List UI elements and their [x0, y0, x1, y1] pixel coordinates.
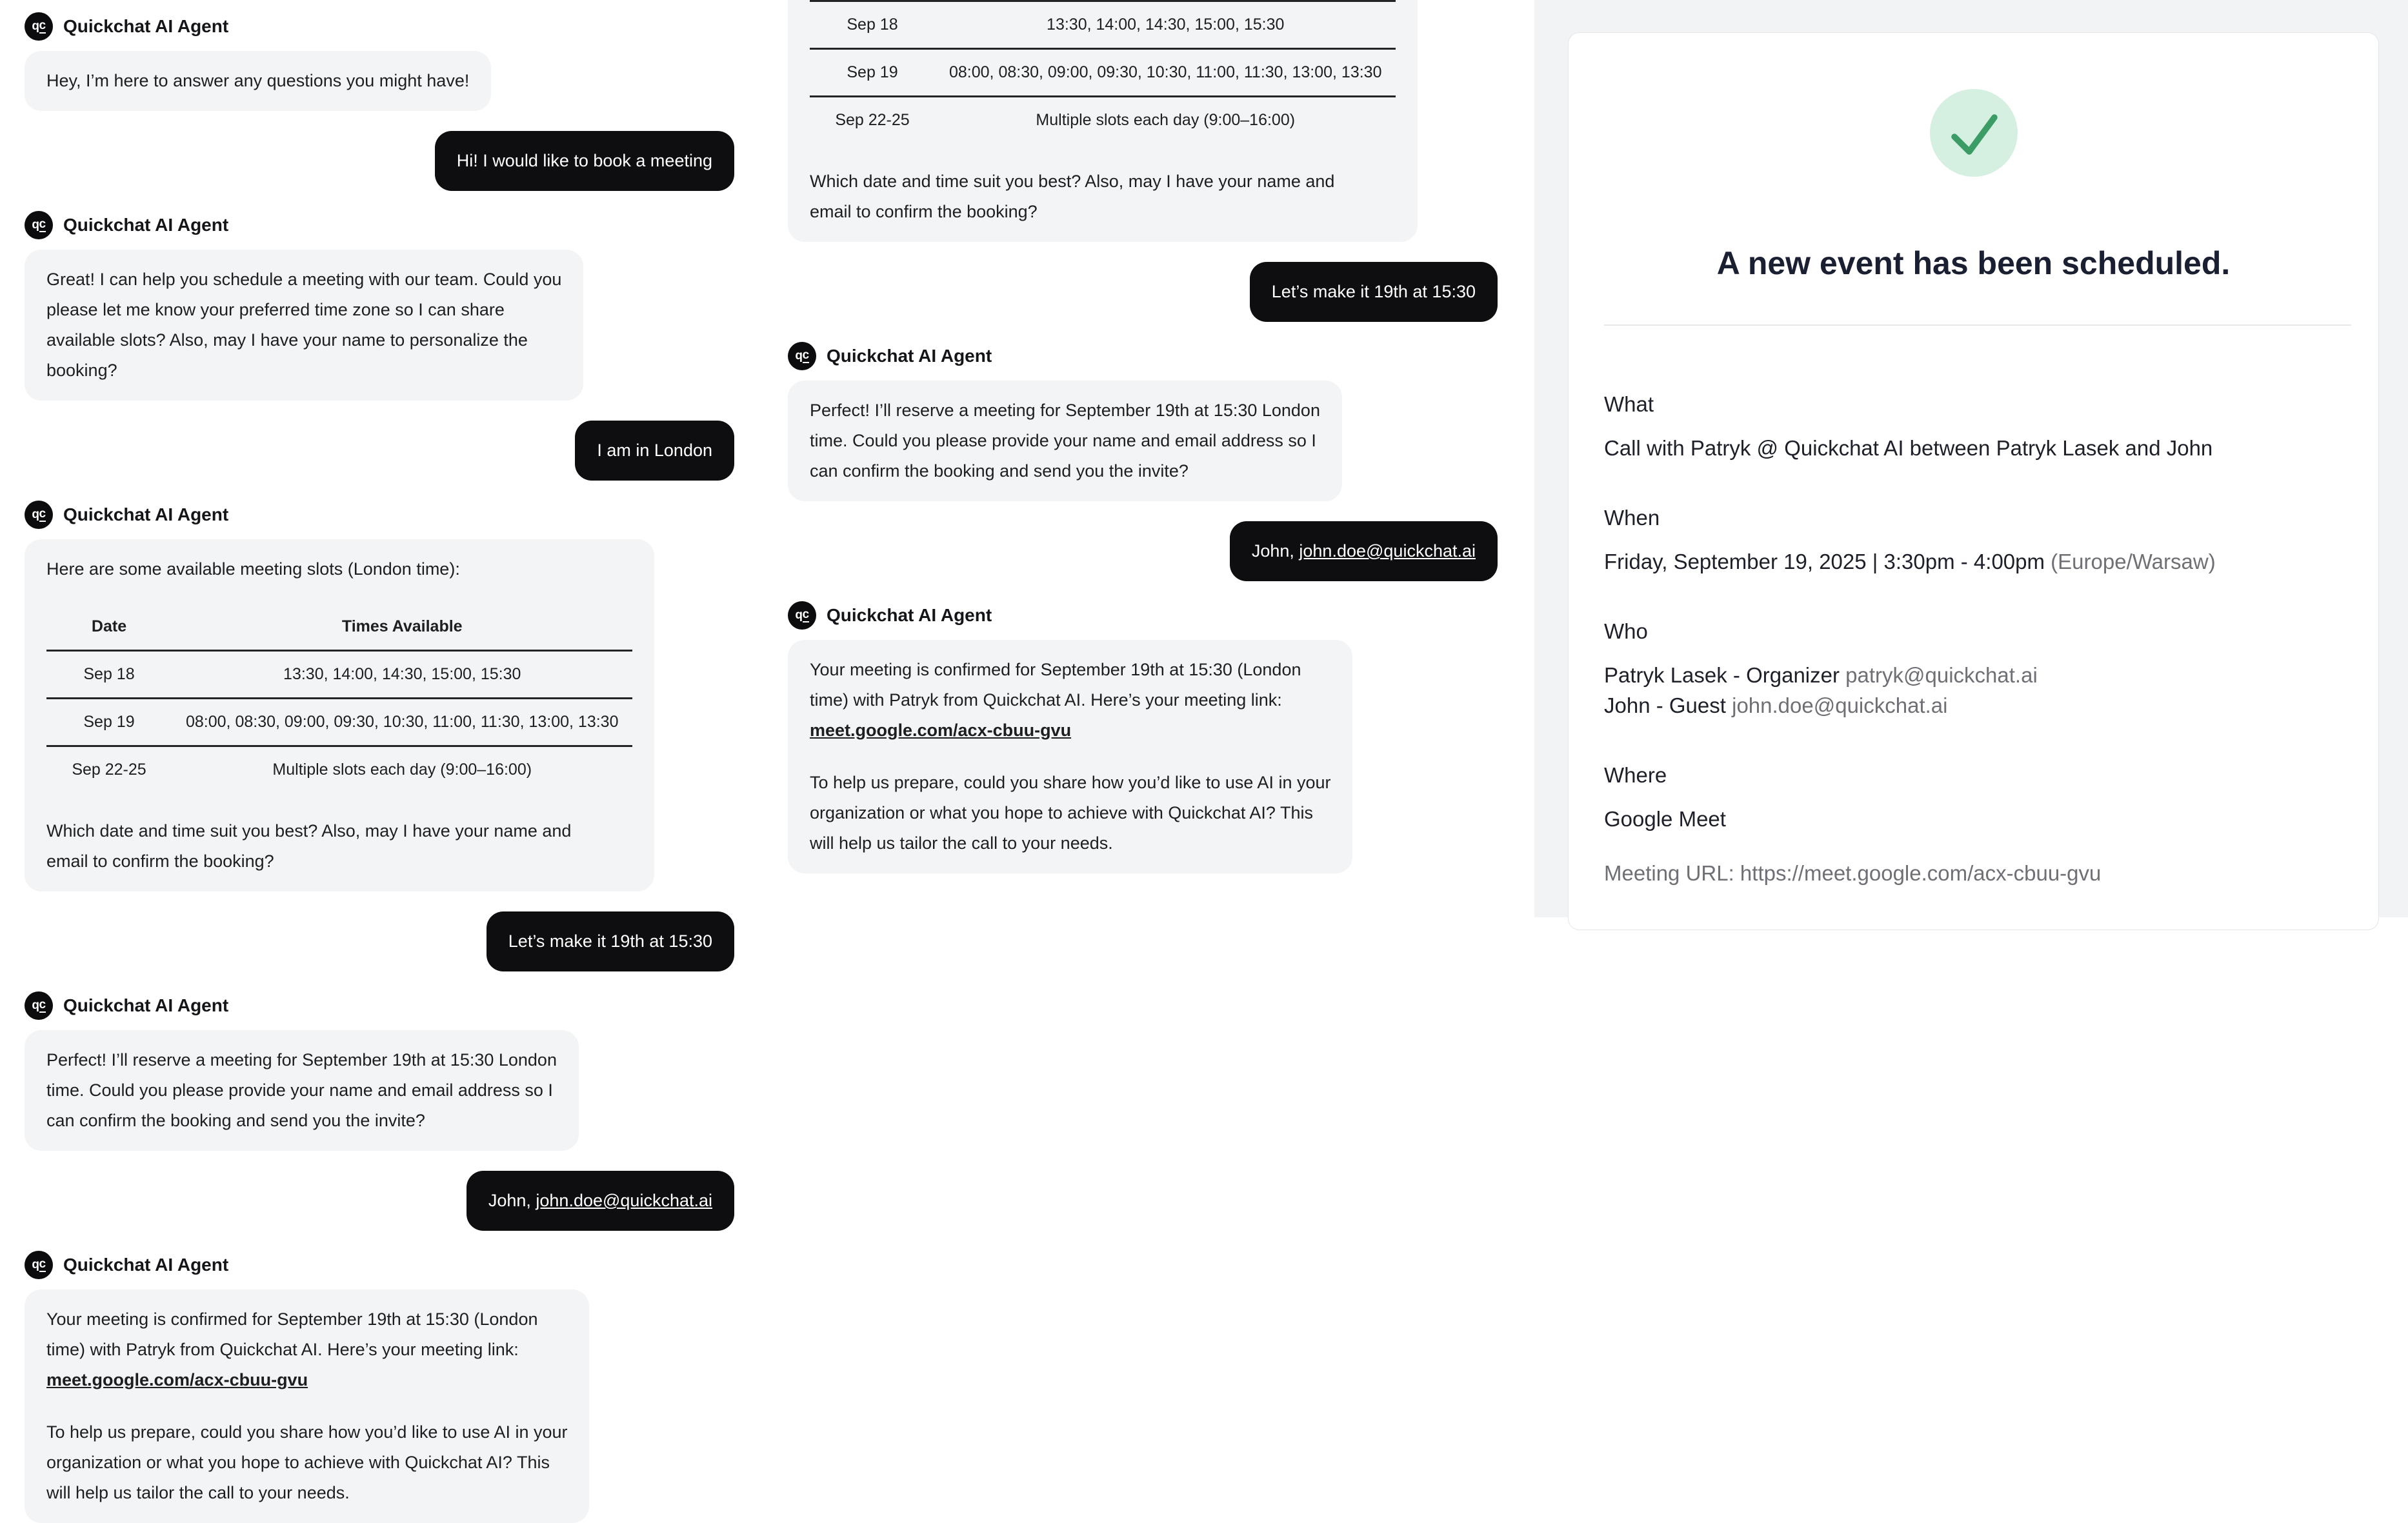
user-message [788, 521, 1498, 581]
agent-avatar-qc-logo-icon: q c [788, 601, 816, 630]
section-label-where: Where [1604, 763, 1667, 787]
text-segment: time) with Patryk from Quickchat AI. Here’s your meeting link: [810, 690, 1282, 710]
inline-link[interactable]: meet.google.com/acx-cbuu-gvu [810, 721, 1072, 740]
inline-link[interactable]: john.doe@quickchat.ai [536, 1191, 712, 1210]
user-message-bubble [575, 421, 734, 481]
agent-message-header [25, 211, 228, 239]
text-segment: booking? [46, 361, 117, 380]
table-row [46, 746, 632, 793]
agent-message-header [25, 501, 228, 529]
agent-message-header [25, 991, 228, 1020]
table-cell: Multiple slots each day (9:00–16:00) [1036, 111, 1296, 129]
agent-message [25, 1251, 734, 1523]
user-message-bubble [467, 1171, 734, 1231]
available-slots-table [46, 604, 632, 793]
agent-name: Quickchat AI Agent [827, 605, 992, 625]
table-cell: Sep 18 [46, 651, 172, 699]
table-cell: 13:30, 14:00, 14:30, 15:00, 15:30 [172, 651, 632, 699]
event-panel [1534, 0, 2408, 917]
available-slots-table [810, 0, 1396, 143]
message-paragraph [810, 655, 1330, 746]
text-segment: Call with Patryk @ Quickchat AI between Patryk Lasek and John [1604, 436, 2213, 460]
text-segment: organization or what you hope to achieve with Quickchat AI? This [810, 803, 1313, 822]
text-segment: time) with Patryk from Quickchat AI. Here’s your meeting link: [46, 1340, 519, 1359]
table-cell: 08:00, 08:30, 09:00, 09:30, 10:30, 11:00, 11:30, 13:00, 13:30 [172, 699, 632, 746]
message-paragraph [46, 1304, 567, 1395]
message-paragraph [46, 1045, 557, 1136]
text-segment: To help us prepare, could you share how you’d like to use AI in your [46, 1422, 568, 1442]
table-row [46, 699, 632, 746]
text-segment: Your meeting is confirmed for September 19th at 15:30 (London [46, 1309, 538, 1329]
section-value [1604, 858, 2343, 888]
agent-name: Quickchat AI Agent [63, 995, 229, 1015]
text-segment: time. Could you please provide your name and email address so I [810, 431, 1316, 450]
agent-message-bubble [25, 1030, 579, 1151]
agent-avatar-qc-logo-icon: q c [25, 501, 53, 529]
text-segment: time. Could you please provide your name and email address so I [46, 1080, 553, 1100]
section-label-what: What [1604, 392, 1654, 416]
agent-name: Quickchat AI Agent [63, 1255, 229, 1275]
user-message [25, 911, 734, 971]
table-cell: Multiple slots each day (9:00–16:00) [272, 761, 532, 779]
message-paragraph [810, 768, 1330, 859]
text-segment: Meeting URL: https://meet.google.com/acx-cbuu-gvu [1604, 861, 2102, 885]
text-segment: email to confirm the booking? [810, 202, 1038, 221]
text-segment: will help us tailor the call to your needs. [810, 833, 1113, 853]
table-row [46, 651, 632, 699]
agent-name: Quickchat AI Agent [63, 215, 229, 235]
message-paragraph [46, 816, 632, 877]
user-message [25, 1171, 734, 1231]
message-paragraph [810, 166, 1396, 227]
agent-message-header [788, 342, 992, 370]
agent-name: Quickchat AI Agent [827, 346, 992, 366]
agent-avatar-qc-logo-icon: q c [25, 991, 53, 1020]
agent-message [25, 211, 734, 401]
agent-message-header [788, 601, 992, 630]
section-label-who: Who [1604, 619, 1648, 643]
text-segment: Here are some available meeting slots (London time): [46, 559, 460, 579]
message-paragraph [46, 554, 632, 584]
agent-message [788, 601, 1498, 873]
agent-message-header [25, 1251, 228, 1279]
text-segment: John - Guest [1604, 693, 1732, 717]
text-segment: Friday, September 19, 2025 | 3:30pm - 4:00pm [1604, 550, 2051, 573]
message-paragraph [1252, 536, 1476, 566]
text-segment: (Europe/Warsaw) [2051, 550, 2216, 573]
table-cell: Sep 22-25 [72, 761, 146, 779]
user-message [25, 131, 734, 191]
success-badge [1930, 89, 2018, 177]
text-segment: john.doe@quickchat.ai [1732, 693, 1948, 717]
agent-message-header [25, 12, 228, 41]
user-message-bubble [435, 131, 734, 191]
agent-message [788, 0, 1498, 242]
inline-link[interactable]: meet.google.com/acx-cbuu-gvu [46, 1370, 308, 1389]
table-row [810, 49, 1396, 97]
agent-message-bubble [788, 381, 1342, 501]
agent-message-bubble [788, 0, 1418, 242]
agent-message [25, 501, 734, 891]
chat-column-middle [788, 0, 1498, 873]
text-segment: Great! I can help you schedule a meeting with our team. Could you [46, 270, 562, 289]
agent-avatar-qc-logo-icon: q c [25, 1251, 53, 1279]
message-paragraph [488, 1186, 712, 1216]
text-segment: patryk@quickchat.ai [1845, 663, 2038, 687]
agent-message-bubble [788, 640, 1352, 873]
table-row [810, 97, 1396, 144]
agent-message [788, 342, 1498, 501]
user-message-bubble [1230, 521, 1498, 581]
text-segment: John, [488, 1191, 536, 1210]
agent-message [25, 12, 734, 111]
text-segment: Perfect! I’ll reserve a meeting for September 19th at 15:30 London [46, 1050, 557, 1070]
table-cell: Sep 22-25 [835, 111, 910, 129]
text-segment: Which date and time suit you best? Also, may I have your name and [810, 172, 1335, 191]
text-segment: Your meeting is confirmed for September 19th at 15:30 (London [810, 660, 1301, 679]
text-segment: John, [1251, 541, 1299, 561]
text-segment: organization or what you hope to achieve with Quickchat AI? This [46, 1453, 550, 1472]
event-title: A new event has been scheduled. [1716, 245, 2231, 281]
text-segment: Which date and time suit you best? Also, may I have your name and [46, 821, 572, 841]
section-value [1604, 690, 2343, 721]
table-row [810, 1, 1396, 49]
user-message [788, 262, 1498, 322]
agent-avatar-qc-logo-icon: q c [25, 12, 53, 41]
section-value [1604, 546, 2343, 577]
event-card [1568, 32, 2379, 930]
chat-column-left [25, 0, 734, 1523]
section-value [1604, 660, 2343, 690]
table-cell: Sep 19 [46, 699, 172, 746]
user-message-bubble [487, 911, 734, 971]
user-message [25, 421, 734, 481]
agent-message-bubble [25, 250, 583, 401]
agent-message-bubble [25, 1289, 589, 1523]
text-segment: Let’s make it 19th at 15:30 [1271, 282, 1476, 301]
message-paragraph [597, 435, 712, 466]
message-paragraph [508, 926, 712, 957]
section-label-when: When [1604, 506, 1660, 530]
text-segment: please let me know your preferred time zone so I can share [46, 300, 505, 319]
user-message-bubble [1250, 262, 1498, 322]
text-segment: Let’s make it 19th at 15:30 [508, 931, 712, 951]
text-segment: Patryk Lasek - Organizer [1604, 663, 1846, 687]
agent-name: Quickchat AI Agent [63, 16, 229, 36]
text-segment: can confirm the booking and send you the invite? [46, 1111, 425, 1130]
message-paragraph [46, 1417, 567, 1508]
text-segment: will help us tailor the call to your needs. [46, 1483, 350, 1502]
text-segment: Google Meet [1604, 807, 1726, 831]
agent-avatar-qc-logo-icon: q c [788, 342, 816, 370]
agent-avatar-qc-logo-icon: q c [25, 211, 53, 239]
message-paragraph [457, 146, 712, 176]
section-value [1604, 804, 2343, 834]
text-segment: To help us prepare, could you share how you’d like to use AI in your [810, 773, 1331, 792]
text-segment: can confirm the booking and send you the invite? [810, 461, 1189, 481]
table-header-cell: Times Available [172, 604, 632, 651]
table-cell: Sep 19 [810, 49, 935, 97]
message-paragraph [810, 395, 1320, 486]
agent-message [25, 991, 734, 1151]
agent-name: Quickchat AI Agent [63, 504, 229, 524]
table-cell: 08:00, 08:30, 09:00, 09:30, 10:30, 11:00, 11:30, 13:00, 13:30 [935, 49, 1396, 97]
agent-message-bubble [25, 539, 654, 891]
table-cell: Sep 18 [810, 1, 935, 49]
success-check-icon [1930, 89, 2018, 177]
section-value [1604, 433, 2343, 463]
inline-link[interactable]: john.doe@quickchat.ai [1299, 541, 1476, 561]
text-segment: I am in London [597, 441, 712, 460]
event-details [1604, 324, 2343, 888]
table-header-cell: Date [46, 604, 172, 651]
text-segment: Hey, I’m here to answer any questions you might have! [46, 71, 470, 90]
text-segment: available slots? Also, may I have your name to personalize the [46, 330, 528, 350]
table-cell: 13:30, 14:00, 14:30, 15:00, 15:30 [935, 1, 1396, 49]
message-paragraph [46, 264, 561, 386]
text-segment: Perfect! I’ll reserve a meeting for September 19th at 15:30 London [810, 401, 1320, 420]
message-paragraph [46, 66, 469, 96]
message-paragraph [1272, 277, 1476, 307]
text-segment: Hi! I would like to book a meeting [456, 151, 712, 170]
agent-message-bubble [25, 51, 491, 111]
text-segment: email to confirm the booking? [46, 851, 274, 871]
